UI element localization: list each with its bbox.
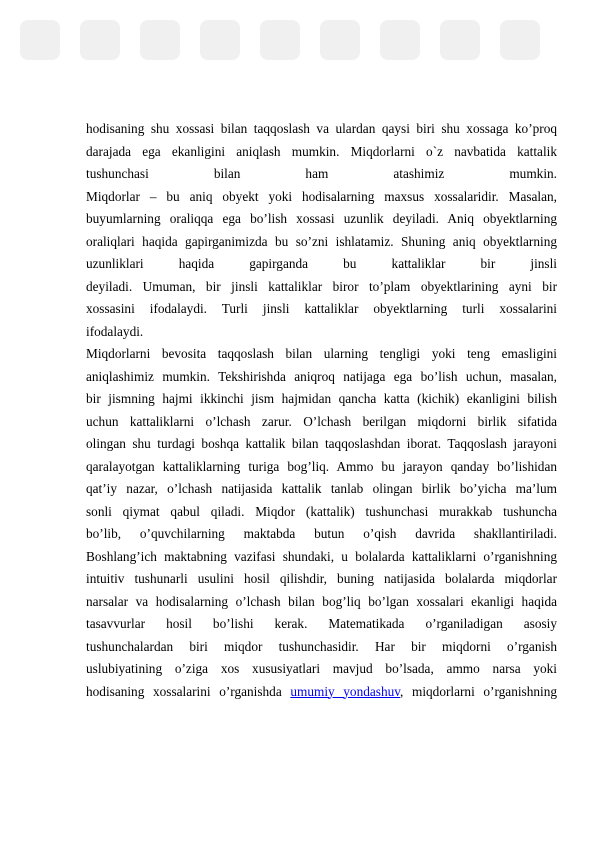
text-line: tasavvurlar hosil bo’lishi kerak. Matematikada o’rganiladigan asosiy xyxy=(86,616,557,631)
text-line: uzunliklari haqida gapirganda bu kattaliklar bir jinsli xyxy=(86,256,557,271)
text-line: tushunchalardan biri miqdor tushunchasidir. Har bir miqdorni o’rganish xyxy=(86,638,557,654)
text-fragment: , miqdorlarni o’rganishning xyxy=(400,683,557,699)
text-line: hodisaning shu xossasi bilan taqqoslash va ulardan qaysi biri shu xossaga ko’proq xyxy=(86,121,557,136)
text-line: Miqdorlar – bu aniq obyekt yoki hodisalarning maxsus xossalaridir. Masalan, xyxy=(86,188,557,204)
text-line-last xyxy=(86,681,557,704)
text-line: darajada ega ekanligini aniqlash mumkin. Miqdorlarni o`z navbatida kattalik xyxy=(86,143,557,159)
text-line: bir jismning hajmi ikkinchi jism hajmidan qancha katta (kichik) ekanligini bilish xyxy=(86,391,557,406)
text-line: aniqlashimiz mumkin. Tekshirishda aniqroq natijaga ega bo’lish uchun, masalan, xyxy=(86,368,557,384)
text-line: deyiladi. Umuman, bir jinsli kattaliklar biror to’plam obyektlarining ayni bir xyxy=(86,278,557,294)
document-body xyxy=(86,118,557,703)
text-line: oraliqlari haqida gapirganimizda bu so’zni ishlatamiz. Shuning aniq obyektlarning xyxy=(86,233,557,249)
text-line: intuitiv tushunarli usulini hosil qilishdir, buning natijasida bolalarda miqdorlar xyxy=(86,571,557,586)
text-line: tushunchasi bilan ham atashimiz mumkin. xyxy=(86,166,557,181)
text-line: bo’lib, o’quvchilarning maktabda butun o’qish davrida shakllantiriladi. xyxy=(86,526,557,541)
text-line: olingan shu turdagi boshqa kattalik bilan taqqoslashdan iborat. Taqqoslash jarayoni xyxy=(86,436,557,451)
text-fragment: hodisaning xossalarini o’rganishda xyxy=(86,683,291,699)
text-line: ifodalaydi. xyxy=(86,323,144,339)
text-line: xossasini ifodalaydi. Turli jinsli kattaliklar obyektlarning turli xossalarini xyxy=(86,301,557,316)
text-line: uchun kattaliklarni o’lchash zarur. O’lchash berilgan miqdorni birlik sifatida xyxy=(86,413,557,429)
umumiy-yondashuv-link[interactable]: umumiy yondashuv xyxy=(290,683,401,699)
text-line: Boshlang’ich maktabning vazifasi shundaki, u bolalarda kattaliklarni o’rganishning xyxy=(86,548,557,564)
watermark-logo xyxy=(0,0,595,100)
text-line: qat’iy nazar, o’lchash natijasida kattalik tanlab olingan birlik bo’yicha ma’lum xyxy=(86,481,557,496)
text-line: uslubiyatining o’ziga xos xususiyatlari mavjud bo’lsada, ammo narsa yoki xyxy=(86,661,557,676)
text-line: narsalar va hodisalarning o’lchash bilan bog’liq bo’lgan xossalari ekanligi haqida xyxy=(86,593,557,609)
text-line: sonli qiymat qabul qiladi. Miqdor (kattalik) tushunchasi murakkab tushuncha xyxy=(86,503,557,519)
text-line: buyumlarning oraliqqa ega bo’lish xossasi uzunlik deyiladi. Aniq obyektlarning xyxy=(86,211,557,226)
text-line: Miqdorlarni bevosita taqqoslash bilan ularning tengligi yoki teng emasligini xyxy=(86,346,557,361)
text-line: qaralayotgan kattaliklarning turiga bog’liq. Ammo bu jarayon qanday bo’lishidan xyxy=(86,458,557,474)
